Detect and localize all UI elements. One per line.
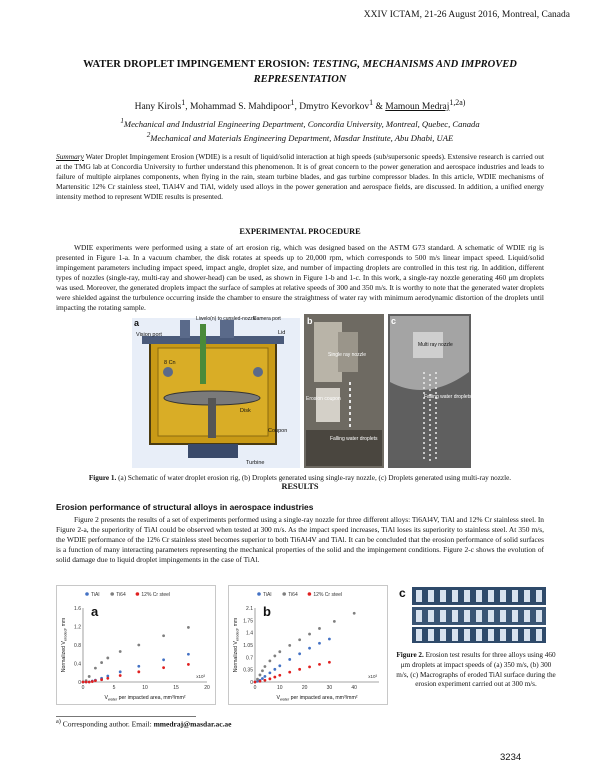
results-paragraph: Figure 2 presents the results of a set of experiments performed using a single-ray nozzle for three different alloys: Ti6Al4V, TiAl and 12% Cr stainless steel. In Figure 2-a, the superiority of TiAl could be observed when tested at 300 m/s. As the impact speed increases, TiAl loses its superiority to stainless steel. At 350 m/s, the WDIE performance of the 12% Cr stainless steel becomes superior to both Ti6Al4V and TiAl. It can be concluded that the erosion performance of solid surfaces is a function of many interacting parameters representing the mechanical properties of the solid and the impingement conditions. Figure 2-c shows the evolution of solid damage due to liquid droplet impingements in the case of TiAl. bbox=[56, 515, 544, 564]
experimental-heading: EXPERIMENTAL PROCEDURE bbox=[239, 227, 361, 236]
x-tick-label: 0 bbox=[81, 685, 85, 691]
legend-label: 12% Cr steel bbox=[313, 592, 343, 598]
fig2-panel-c-label: c bbox=[399, 586, 406, 600]
data-point bbox=[119, 674, 122, 677]
data-point bbox=[268, 671, 271, 674]
chart-panel-label: b bbox=[263, 604, 271, 619]
data-point bbox=[288, 671, 291, 674]
data-point bbox=[254, 681, 257, 684]
figure-1-caption-text: (a) Schematic of water droplet erosion rig, (b) Droplets generated using single-ray nozzle, (c) Droplets generated using multi-ray nozzle. bbox=[116, 474, 512, 482]
experimental-paragraph: WDIE experiments were performed using a state of art erosion rig, which was designed based on the ASTM G73 standard. A schematic of WDIE rig is presented in Figure 1-a. In a vacuum chamber, the disk rotates at speeds up to 20,000 rpm, which corresponds to 500 m/s linear impact speed. Liquid/solid impingement parameters including impact speed, impact angle, droplet size, and number of impacting droplets are controlled in this test rig. In addition, different types of nozzles (single-ray, multi-ray and shower-head) can be used, as shown in Figure 1-b and 1-c. In this work, a single-ray nozzle generating 460 μm droplets was used. Moreover, the generated droplets impact the surface of samples at relative speeds of 300 and 350 m/s. It is worthy to note that the generated water droplets were shielded against the turbulence occurring inside the chamber to ensure the straightness of water ray with minimum aerodynamic distortion of the droplets until impacting the rotating sample. bbox=[56, 243, 544, 312]
macrograph-sample bbox=[488, 590, 494, 602]
paper-title bbox=[40, 57, 560, 87]
author-4-sup: 1,2a) bbox=[449, 98, 466, 107]
legend-marker bbox=[257, 592, 261, 596]
data-point bbox=[137, 670, 140, 673]
macrograph-sample bbox=[536, 590, 542, 602]
data-point bbox=[273, 676, 276, 679]
y-tick-label: 0 bbox=[78, 680, 81, 686]
footnote-rule bbox=[56, 716, 196, 717]
macrograph-sample bbox=[440, 629, 446, 641]
author-4: Mamoun Medraj bbox=[385, 102, 450, 113]
macrograph-sample bbox=[524, 610, 530, 622]
macrograph-sample bbox=[488, 629, 494, 641]
data-point bbox=[278, 674, 281, 677]
fig1-b-nozzle-label: Single ray nozzle bbox=[328, 352, 367, 358]
fig1-panel-a-label: a bbox=[134, 318, 140, 328]
macrograph-sample bbox=[464, 610, 470, 622]
fig1-label-camera-port: Camera port bbox=[253, 316, 281, 322]
affiliation-2-sup: 2 bbox=[146, 130, 151, 139]
x-tick-label: 0 bbox=[253, 685, 257, 691]
data-point bbox=[259, 680, 262, 683]
author-2-sup: 1 bbox=[290, 98, 295, 107]
data-point bbox=[264, 675, 267, 678]
y-tick-label: 0.4 bbox=[74, 661, 81, 668]
fig1-panel-b-label: b bbox=[307, 316, 313, 326]
data-point bbox=[256, 678, 259, 681]
footnote bbox=[56, 718, 232, 729]
x-tick-label: 10 bbox=[277, 685, 283, 691]
author-1-sup: 1 bbox=[181, 98, 186, 107]
y-axis-label: Normalized $V_{eroded}$, mm bbox=[233, 617, 240, 673]
data-point bbox=[328, 638, 331, 641]
data-point bbox=[119, 670, 122, 673]
data-point bbox=[137, 665, 140, 668]
macrograph-sample bbox=[416, 629, 422, 641]
data-point bbox=[353, 612, 356, 615]
footnote-marker: a) bbox=[56, 718, 61, 725]
figure-2-caption-label: Figure 2. bbox=[396, 651, 424, 659]
data-point bbox=[137, 644, 140, 647]
results-subheading: Erosion performance of structural alloys in aerospace industries bbox=[56, 502, 314, 512]
fig1-label-nozzle: Liwelo(n) to cunsled-nozzle bbox=[196, 316, 257, 322]
legend-label: 12% Cr steel bbox=[141, 592, 171, 598]
fig1-label-disk: Disk bbox=[240, 408, 251, 414]
data-point bbox=[106, 657, 109, 660]
legend-label: TiAl bbox=[91, 592, 100, 598]
chart-panel-label: a bbox=[91, 604, 99, 619]
figure-2a-chart bbox=[56, 585, 216, 705]
data-point bbox=[100, 661, 103, 664]
author-2: Mohammad S. Mahdipoor bbox=[189, 102, 291, 113]
macrograph-sample bbox=[464, 590, 470, 602]
data-point bbox=[106, 677, 109, 680]
y-tick-label: 2.1 bbox=[246, 606, 253, 612]
affiliation-2-text: Mechanical and Materials Engineering Department, Masdar Institute, Abu Dhabi, UAE bbox=[150, 132, 454, 143]
data-point bbox=[288, 658, 291, 661]
figure-2-caption-text: Erosion test results for three alloys using 460 μm droplets at impact speeds of (a) 350 m/s, (b) 300 m/s, (c) Macrographs of eroded TiAl surface during the erosion experiment carried out at 300 m/s. bbox=[396, 651, 556, 689]
fig1-label-chamber: 8 Cn bbox=[164, 360, 176, 366]
data-point bbox=[278, 664, 281, 667]
data-point bbox=[328, 661, 331, 664]
macrograph-sample bbox=[476, 590, 482, 602]
affiliation-1-text: Mechanical and Industrial Engineering Department, Concordia University, Montreal, Quebec, Canada bbox=[123, 118, 480, 129]
data-point bbox=[273, 655, 276, 658]
x-tick-label: 10 bbox=[142, 685, 148, 691]
fig1-label-turbine: Turbine bbox=[246, 460, 265, 466]
macrograph-sample bbox=[440, 590, 446, 602]
figure-2c-macrographs bbox=[398, 585, 548, 645]
macrograph-sample bbox=[524, 590, 530, 602]
macrograph-sample bbox=[428, 610, 434, 622]
macrograph-sample bbox=[500, 610, 506, 622]
data-point bbox=[100, 678, 103, 681]
macrograph-sample bbox=[476, 629, 482, 641]
macrograph-sample bbox=[476, 610, 482, 622]
figure-1a-schematic bbox=[132, 318, 300, 468]
macrograph-sample bbox=[512, 629, 518, 641]
data-point bbox=[318, 627, 321, 630]
y-tick-label: 1.05 bbox=[243, 643, 253, 649]
data-point bbox=[82, 681, 85, 684]
x-axis-label: $V_{water}$ per impacted area, mm³/mm² bbox=[104, 695, 186, 702]
summary-text: Water Droplet Impingement Erosion (WDIE) is a result of liquid/solid interaction at high speeds (sub/supersonic speeds). Extensive research is carried out at the TMG lab at Concordia University to further understand this phenomenon. It is of great concern to the power generation and aerospace industries and leads to failure of multiple airplanes components, when flying in the rain, steam turbine blades, and gas turbine compressor blades. In this article, WDIE mechanisms of Martensitic 12% Cr stainless steel, TiAl4V and TiAl, widely used alloys in the power generation and aerospace fields, are discussed. In addition, a unified energy intensity method to represent WDIE results is presented. bbox=[56, 152, 544, 201]
figure-2-caption bbox=[396, 651, 556, 690]
data-point bbox=[264, 679, 267, 682]
y-tick-label: 1.6 bbox=[74, 606, 81, 612]
macrograph-sample bbox=[428, 629, 434, 641]
fig1-label-vision-port: Vision port bbox=[136, 332, 162, 338]
y-tick-label: 0 bbox=[250, 680, 253, 686]
data-point bbox=[187, 663, 190, 666]
data-point bbox=[162, 666, 165, 669]
macrograph-sample bbox=[536, 629, 542, 641]
data-point bbox=[273, 668, 276, 671]
author-list: Hany Kirols$^1$, Mohammad S. Mahdipoor$^1$, Dmytro Kevorkov$^1$ & Mamoun Medraj$^{1,2a)}$ bbox=[134, 98, 466, 113]
data-point bbox=[187, 653, 190, 656]
y-tick-label: 1.75 bbox=[243, 618, 253, 625]
title-main: WATER DROPLET IMPINGEMENT EROSION: bbox=[83, 59, 313, 70]
figure-1b-photo bbox=[304, 314, 384, 468]
affiliation-1-sup: 1 bbox=[120, 117, 124, 125]
macrograph-sample bbox=[452, 610, 458, 622]
macrograph-sample bbox=[500, 590, 506, 602]
affiliations bbox=[40, 116, 560, 144]
x-tick-label: 5 bbox=[112, 685, 116, 691]
data-point bbox=[308, 633, 311, 636]
data-point bbox=[278, 650, 281, 653]
x-axis-label: $V_{water}$ per impacted area, mm³/mm² bbox=[276, 695, 358, 702]
data-point bbox=[94, 679, 97, 682]
macrograph-sample bbox=[452, 629, 458, 641]
macrograph-sample bbox=[512, 610, 518, 622]
figure-1c-photo bbox=[388, 314, 471, 468]
legend-marker bbox=[85, 592, 89, 596]
y-tick-label: 0.7 bbox=[246, 655, 253, 662]
chart-annotation: x10³ bbox=[196, 674, 205, 679]
y-tick-label: 1.4 bbox=[246, 630, 253, 637]
data-point bbox=[268, 677, 271, 680]
data-point bbox=[187, 626, 190, 629]
fig1-label-coupon: Coupon bbox=[268, 428, 288, 434]
figure-1-caption-label: Figure 1. bbox=[88, 474, 117, 482]
results-heading: RESULTS bbox=[281, 482, 319, 491]
y-tick-label: 1.2 bbox=[74, 624, 81, 631]
data-point bbox=[259, 674, 262, 677]
x-tick-label: 40 bbox=[351, 685, 357, 691]
data-point bbox=[162, 634, 165, 637]
macrograph-sample bbox=[452, 590, 458, 602]
fig1-b-droplets-label: Falling water droplets bbox=[330, 436, 378, 442]
data-point bbox=[288, 644, 291, 647]
conference-header: XXIV ICTAM, 21-26 August 2016, Montreal, Canada bbox=[363, 10, 570, 20]
corresponding-email[interactable]: mmedraj@masdar.ac.ae bbox=[153, 719, 232, 729]
chart-annotation: x10³ bbox=[368, 674, 377, 679]
author-3-sup: 1 bbox=[369, 98, 374, 107]
macrograph-sample bbox=[416, 610, 422, 622]
fig1-label-lid: Lid bbox=[278, 330, 286, 336]
x-tick-label: 20 bbox=[204, 685, 210, 691]
fig1-b-coupon-label: Erosion coupon bbox=[306, 396, 341, 402]
data-point bbox=[85, 681, 88, 684]
macrograph-sample bbox=[440, 610, 446, 622]
data-point bbox=[91, 680, 94, 683]
footnote-text: Corresponding author. Email: bbox=[60, 719, 154, 729]
figure-1 bbox=[128, 312, 473, 472]
macrograph-sample bbox=[524, 629, 530, 641]
macrograph-sample bbox=[500, 629, 506, 641]
affiliation-2 bbox=[40, 130, 560, 144]
data-point bbox=[298, 652, 301, 655]
affiliation-1 bbox=[40, 116, 560, 130]
y-tick-label: 0.8 bbox=[74, 643, 81, 649]
macrograph-sample bbox=[464, 629, 470, 641]
author-1: Hany Kirols bbox=[134, 102, 182, 113]
legend-label: Ti64 bbox=[288, 592, 298, 598]
data-point bbox=[119, 650, 122, 653]
legend-marker bbox=[110, 592, 114, 596]
data-point bbox=[162, 658, 165, 661]
x-tick-label: 30 bbox=[326, 685, 333, 691]
fig1-c-nozzle-label: Multi ray nozzle bbox=[418, 342, 453, 348]
title-emphasis: TESTING, MECHANISMS AND IMPROVED REPRESENTATION bbox=[253, 59, 517, 85]
macrograph-sample bbox=[488, 610, 494, 622]
data-point bbox=[94, 667, 97, 670]
data-point bbox=[318, 663, 321, 666]
legend-marker bbox=[136, 592, 140, 596]
data-point bbox=[298, 638, 301, 641]
data-point bbox=[88, 675, 91, 678]
macrograph-sample bbox=[536, 610, 542, 622]
legend-label: TiAl bbox=[263, 592, 272, 598]
page-number: 3234 bbox=[500, 752, 522, 763]
y-axis-label: Normalized $V_{eroded}$, mm bbox=[61, 617, 68, 673]
data-point bbox=[308, 665, 311, 668]
data-point bbox=[268, 659, 271, 662]
fig1-panel-c-label: c bbox=[391, 316, 397, 326]
fig1-c-droplets-label: Falling water droplets bbox=[424, 394, 472, 400]
data-point bbox=[318, 642, 321, 645]
data-point bbox=[333, 620, 336, 623]
macrograph-sample bbox=[512, 590, 518, 602]
y-tick-label: 0.35 bbox=[243, 667, 253, 674]
data-point bbox=[298, 668, 301, 671]
summary-label: Summary bbox=[56, 152, 84, 161]
legend-label: Ti64 bbox=[116, 592, 126, 598]
summary-paragraph bbox=[56, 152, 544, 202]
author-3: Dmytro Kevorkov bbox=[299, 102, 370, 113]
macrograph-sample bbox=[416, 590, 422, 602]
data-point bbox=[261, 669, 264, 672]
data-point bbox=[261, 677, 264, 680]
data-point bbox=[308, 647, 311, 650]
legend-marker bbox=[308, 592, 312, 596]
x-tick-label: 15 bbox=[173, 685, 179, 691]
legend-marker bbox=[282, 592, 286, 596]
macrograph-sample bbox=[428, 590, 434, 602]
figure-2b-chart bbox=[228, 585, 388, 705]
data-point bbox=[88, 681, 91, 684]
data-point bbox=[264, 665, 267, 668]
x-tick-label: 20 bbox=[301, 685, 308, 691]
